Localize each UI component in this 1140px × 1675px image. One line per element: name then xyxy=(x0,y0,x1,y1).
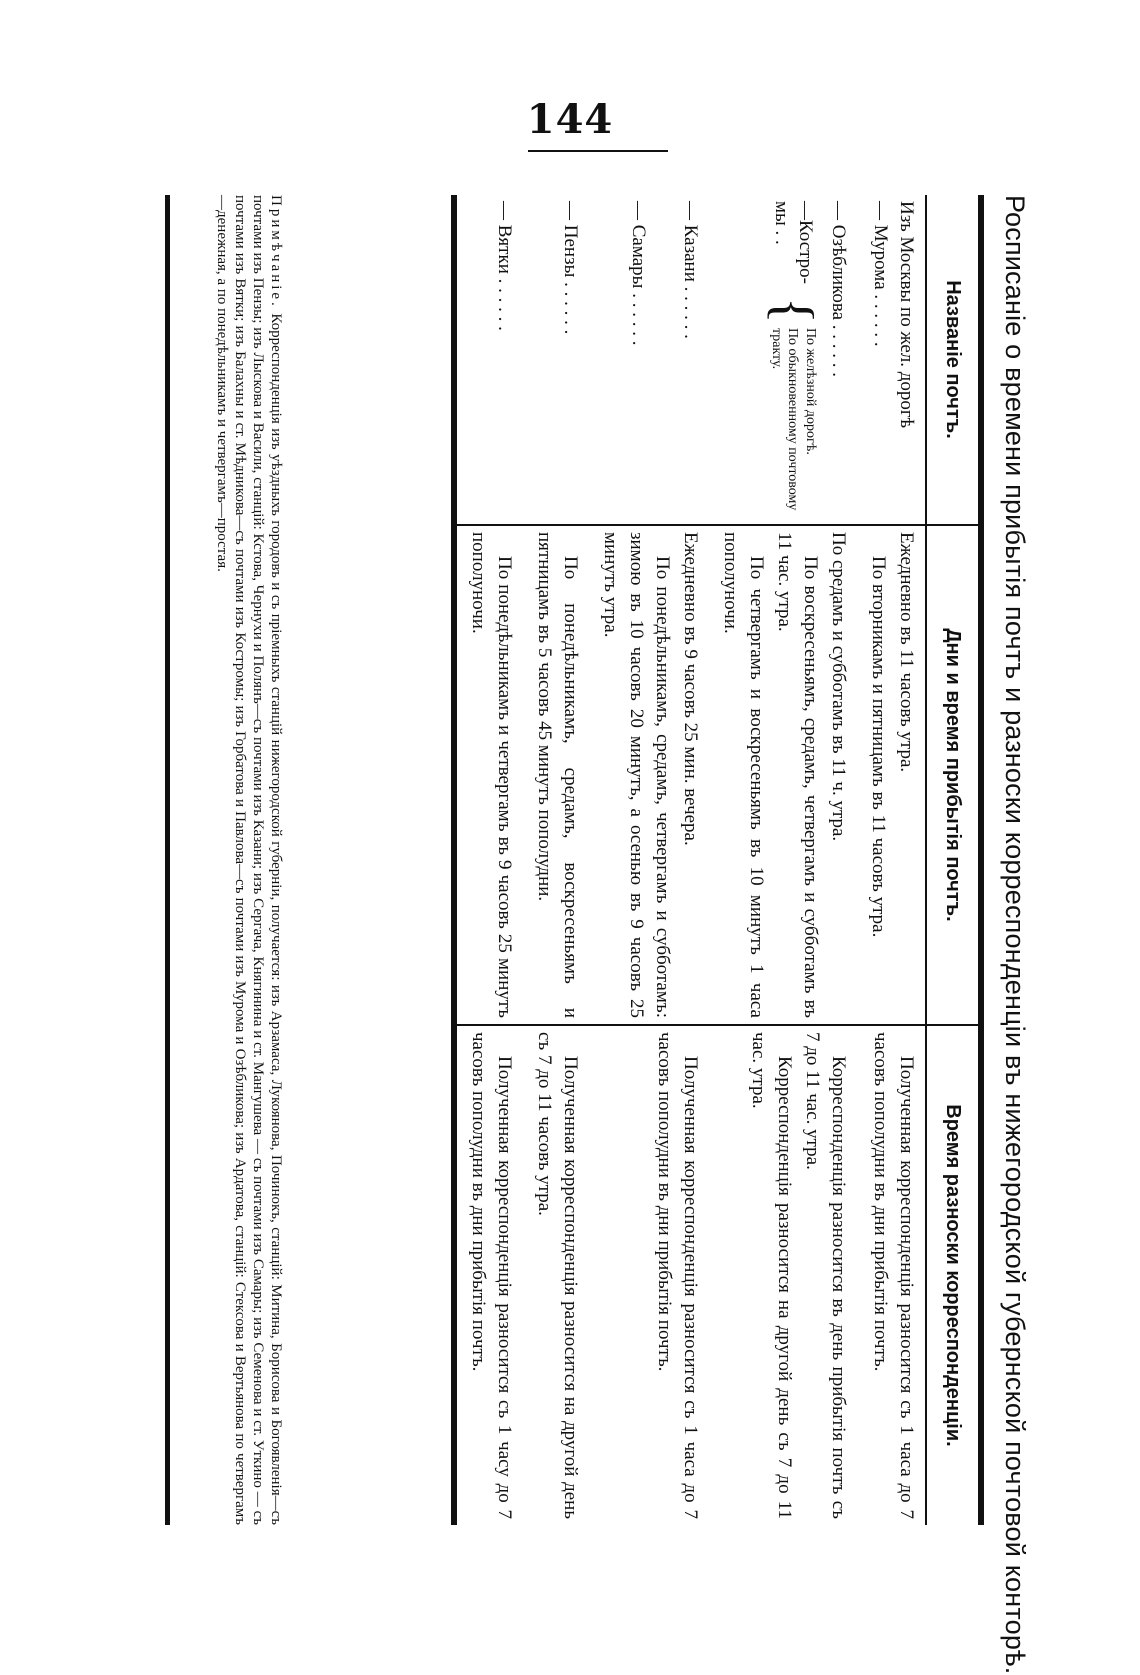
header-arrival-time: Дни и время прибытія почтъ. xyxy=(926,525,981,1025)
arrival-text: По понедѣльникамъ и четвергамъ въ 9 часовъ 25 минутъ пополуночи. xyxy=(468,532,515,1018)
kostroma-brace-group xyxy=(762,201,824,518)
arrival-text: По средамъ и субботамъ въ 11 ч. утра. xyxy=(828,532,849,842)
footnote-head: Примѣчаніе. xyxy=(268,195,284,309)
footnote-text: Корреспонденція изъ уѣздныхъ городовъ и съ пріемныхъ станцій нижегородской губерніи, получается: изъ Арзамаса, Лукоянова, Починокъ, станцій: Митина, Борисова и Богоявленія—съ почтами изъ Пензы; изъ Лыскова и Васили, станцій: Кстова, Чернухи и Полянъ—съ почтами изъ Казани; изъ Сергача, Княгинина и ст. Мангушева — съ почтами изъ Самары; изъ Семенова и ст. Уткино — съ почтами изъ Вятки; изъ Балахны и ст. Мѣдникова—съ почтами изъ Костромы; изъ Горбатова и Павлова—съ почтами изъ Мурома и Озѣбликова; изъ Ардатова, станцій: Стексова и Вертьянова по четвергамъ—денежная, а по понедѣльникамъ и четвергамъ—простая. xyxy=(214,195,284,1526)
route-ordinary: По обыкновенному почтовому тракту. xyxy=(769,327,800,511)
post-name: — Мурома . . . . . . xyxy=(870,201,891,347)
delivery-text: Корреспонденція разносится въ день прибытія почтъ съ 7 до 11 час. утра. xyxy=(802,1032,849,1519)
arrival-text: Ежедневно въ 9 часовъ 25 мин. вечера. xyxy=(680,532,701,846)
arrival-text: По воскресеньямъ, средамъ, четвергамъ и субботамъ въ 11 час. утра. xyxy=(774,532,821,1018)
table-row xyxy=(523,195,589,1525)
post-name: — Самары . . . . . . xyxy=(628,201,649,346)
delivery-text: Полученная корреспонденція разносится на другой день съ 7 до 11 часовъ утра. xyxy=(534,1032,581,1519)
bottom-rule xyxy=(165,195,170,1525)
arrival-text: Ежедневно въ 11 часовъ утра. xyxy=(896,532,917,773)
table-row xyxy=(589,195,709,1525)
post-name: —Костро- xyxy=(795,201,816,284)
table-title: Росписаніе о времени прибытія почтъ и разноски корреспонденціи въ нижегородской губернской почтовой конторѣ. xyxy=(1000,195,1030,1675)
route-railway: По желѣзной дорогѣ. xyxy=(803,327,818,455)
post-name: — Озѣбликова . . . . . . xyxy=(828,201,849,378)
brace-glyph: { xyxy=(762,297,824,324)
post-name: — Вятки . . . . . . xyxy=(494,201,515,331)
table-row xyxy=(709,195,857,1525)
delivery-text: Полученная корреспонденція разносится съ 1 часа до 7 часовъ пополудни въ дни прибытія почтъ. xyxy=(654,1032,701,1519)
arrival-text: По понедѣльникамъ, средамъ, воскресеньямъ и пятницамъ въ 5 часовъ 45 минутъ пополудни. xyxy=(534,532,581,1018)
delivery-text: Полученная корреспонденція разносится съ 1 часа до 7 часовъ пополудни въ дни прибытія почтъ. xyxy=(870,1032,917,1519)
delivery-text: Корреспонденція разносится на другой день съ 7 до 11 час. утра. xyxy=(748,1032,795,1519)
arrival-text: По понедѣльникамъ, средамъ, четвергамъ и субботамъ: зимою въ 10 часовъ 20 минутъ, а осенью въ 9 часовъ 25 минутъ утра. xyxy=(600,532,673,1018)
post-name: — Пензы . . . . . . xyxy=(560,201,581,335)
rotated-table-block xyxy=(150,195,1030,1675)
table-row xyxy=(857,195,926,1525)
arrival-text: По вторникамъ и пятницамъ въ 11 часовъ утра. xyxy=(868,556,889,938)
table-row xyxy=(454,195,523,1525)
header-post-name: Названіе почтъ. xyxy=(926,195,981,525)
arrival-text: По четвергамъ и воскресеньямъ въ 10 минутъ 1 часа пополуночи. xyxy=(720,532,767,1018)
header-delivery-time: Время разноски корреспонденціи. xyxy=(926,1025,981,1525)
page-number-rule xyxy=(528,150,668,152)
post-name: — Казани . . . . . . xyxy=(680,201,701,339)
page-number: 144 xyxy=(526,96,614,143)
post-name: Изъ Москвы по жел. дорогѣ xyxy=(896,201,917,429)
delivery-text: Полученная корреспонденція разносится съ 1 часу до 7 часовъ пополудни въ дни прибытія почтъ. xyxy=(468,1032,515,1519)
footnote xyxy=(213,195,285,1525)
post-name-cont: мы . . xyxy=(771,201,792,245)
post-timetable xyxy=(451,195,984,1525)
